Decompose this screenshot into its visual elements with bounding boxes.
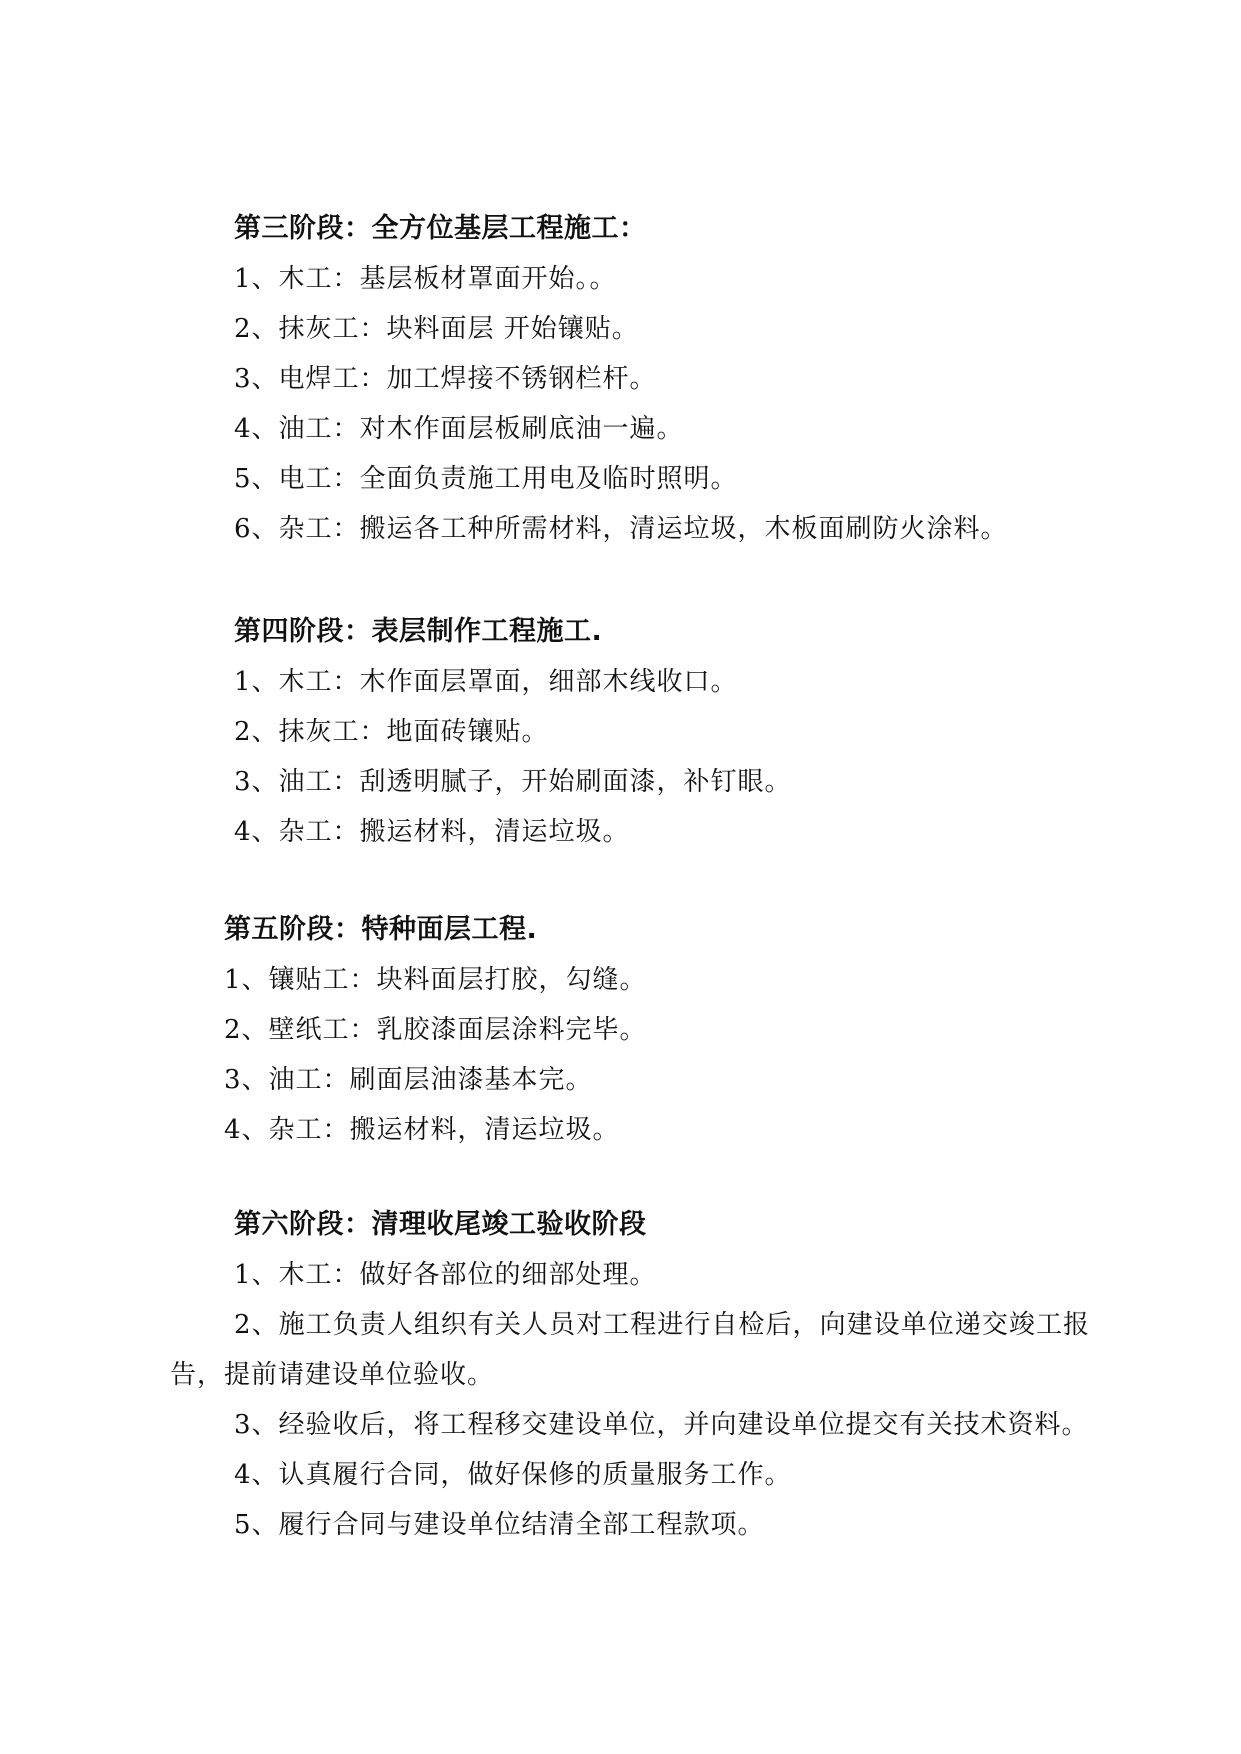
list-item: 4、杂工：搬运材料，清运垃圾。 [224,1115,620,1145]
section-stage-5 [0,905,1241,1155]
list-item: 4、认真履行合同，做好保修的质量服务工作。 [234,1460,792,1490]
list-item: 1、镶贴工：块料面层打胶，勾缝。 [224,965,647,995]
list-item: 5、电工：全面负责施工用电及临时照明。 [234,464,738,494]
list-item: 1、木工：木作面层罩面，细部木线收口。 [234,667,738,697]
list-item: 1、木工：基层板材罩面开始。。 [234,264,617,294]
list-item: 1、木工：做好各部位的细部处理。 [234,1260,657,1290]
section-heading: 第三阶段：全方位基层工程施工： [234,213,647,244]
list-item: 3、油工：刮透明腻子，开始刷面漆，补钉眼。 [234,767,792,797]
section-stage-3 [0,204,1241,554]
list-item: 5、履行合同与建设单位结清全部工程款项。 [234,1510,765,1540]
list-item: 3、油工：刷面层油漆基本完。 [224,1065,593,1095]
list-item: 2、抹灰工：块料面层 开始镶贴。 [234,314,639,344]
section-heading: 第六阶段：清理收尾竣工验收阶段 [234,1209,647,1240]
list-item: 3、电焊工：加工焊接不锈钢栏杆。 [234,364,657,394]
section-stage-4 [0,607,1241,857]
list-item: 2、壁纸工：乳胶漆面层涂料完毕。 [224,1015,647,1045]
list-item: 2、施工负责人组织有关人员对工程进行自检后，向建设单位递交竣工报告，提前请建设单位验收。 [170,1310,1090,1390]
section-stage-6 [0,1200,1241,1550]
section-heading: 第五阶段：特种面层工程. [224,914,538,945]
list-item: 4、杂工：搬运材料，清运垃圾。 [234,817,630,847]
list-item: 6、杂工：搬运各工种所需材料，清运垃圾，木板面刷防火涂料。 [234,514,1008,544]
list-item: 3、经验收后，将工程移交建设单位，并向建设单位提交有关技术资料。 [234,1410,1089,1440]
list-item: 4、油工：对木作面层板刷底油一遍。 [234,414,684,444]
list-item: 2、抹灰工：地面砖镶贴。 [234,717,549,747]
section-heading: 第四阶段：表层制作工程施工. [234,616,603,647]
